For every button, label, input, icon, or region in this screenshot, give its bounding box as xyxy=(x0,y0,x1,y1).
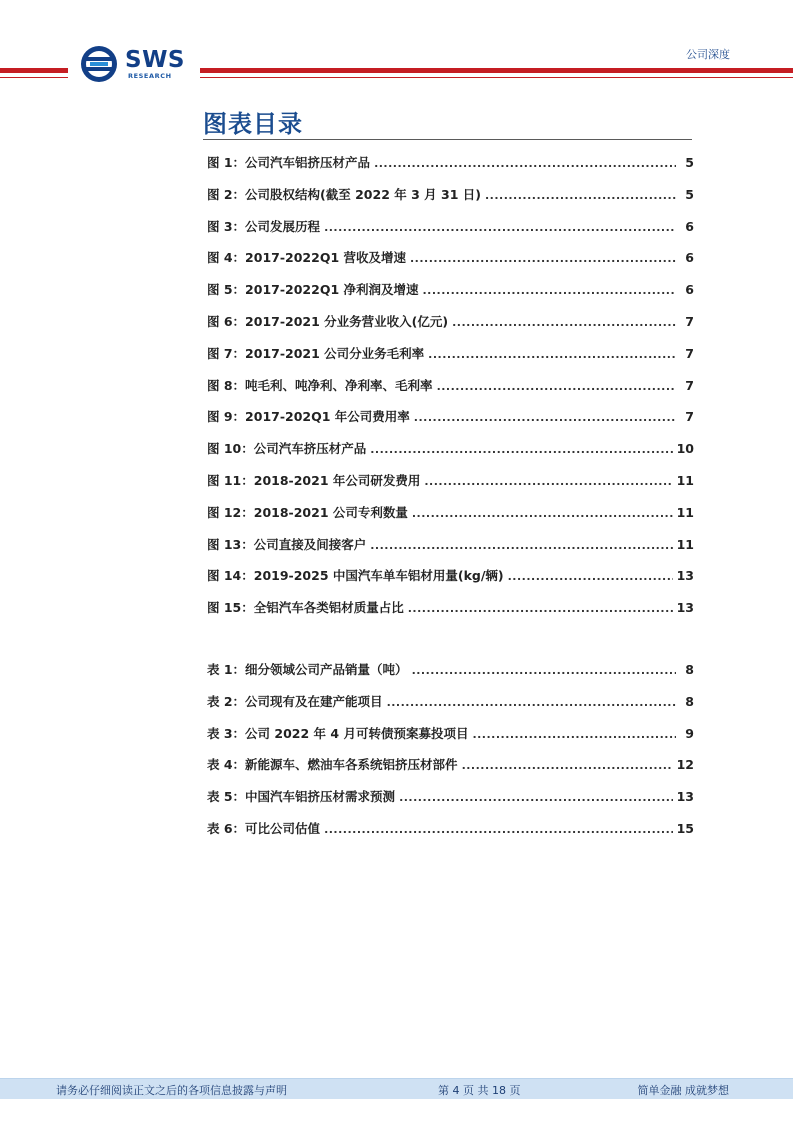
figure-entry-page[interactable]: 7 xyxy=(685,313,694,329)
figure-entry[interactable] xyxy=(207,535,694,567)
logo-text: SWS xyxy=(125,47,185,73)
table-entry[interactable] xyxy=(207,755,694,787)
figure-entry[interactable] xyxy=(207,376,694,408)
figure-entry-label[interactable]: 图 6：2017-2021 分业务营业收入(亿元) xyxy=(207,313,449,329)
footer-slogan: 简单金融 成就梦想 xyxy=(637,1084,729,1097)
leader-dots xyxy=(324,221,676,234)
figure-entry[interactable] xyxy=(207,312,694,344)
header-rule-left xyxy=(0,68,68,73)
table-entry-label[interactable]: 表 2：公司现有及在建产能项目 xyxy=(207,693,383,709)
figure-entry[interactable] xyxy=(207,185,694,217)
header-rule-right xyxy=(200,68,793,73)
figure-entry-label[interactable]: 图 5：2017-2022Q1 净利润及增速 xyxy=(207,282,419,298)
footer-bar xyxy=(0,1078,793,1099)
figure-entry-page[interactable]: 7 xyxy=(685,377,694,393)
page-title: 图表目录 xyxy=(203,110,303,138)
table-entry-page[interactable]: 12 xyxy=(676,757,694,773)
figure-entry-label[interactable]: 图 4：2017-2022Q1 营收及增速 xyxy=(207,250,406,266)
leader-dots xyxy=(324,823,673,836)
figure-entry-page[interactable]: 6 xyxy=(685,282,694,298)
figure-entry-page[interactable]: 11 xyxy=(676,536,694,552)
figure-entry-label[interactable]: 图 15：全铝汽车各类铝材质量占比 xyxy=(207,600,404,616)
figure-entry[interactable] xyxy=(207,217,694,249)
figure-entry-page[interactable]: 11 xyxy=(676,472,694,488)
leader-dots xyxy=(437,380,676,393)
figure-entry-label[interactable]: 图 1：公司汽车铝挤压材产品 xyxy=(207,155,371,170)
leader-dots xyxy=(387,696,676,709)
figure-entry-label[interactable]: 图 2：公司股权结构(截至 2022 年 3 月 31 日) xyxy=(207,186,481,202)
footer-disclaimer: 请务必仔细阅读正文之后的各项信息披露与声明 xyxy=(56,1084,287,1097)
leader-dots xyxy=(452,316,676,329)
table-entry-label[interactable]: 表 1：细分领域公司产品销量（吨） xyxy=(207,662,408,677)
leader-dots xyxy=(414,411,676,424)
table-entry-page[interactable]: 15 xyxy=(676,820,694,836)
leader-dots xyxy=(410,252,676,265)
report-type: 公司深度 xyxy=(686,48,730,61)
figure-entry-page[interactable]: 5 xyxy=(685,186,694,202)
leader-dots xyxy=(370,443,672,456)
figure-entry-page[interactable]: 13 xyxy=(676,568,694,584)
figure-list xyxy=(207,153,694,630)
table-entry-label[interactable]: 表 3：公司 2022 年 4 月可转债预案募投项目 xyxy=(207,725,469,741)
figure-entry[interactable] xyxy=(207,280,694,312)
logo-subtext: RESEARCH xyxy=(128,72,172,80)
figure-entry-label[interactable]: 图 8：吨毛利、吨净利、净利率、毛利率 xyxy=(207,377,433,393)
figure-entry[interactable] xyxy=(207,439,694,471)
figure-entry[interactable] xyxy=(207,471,694,503)
figure-entry[interactable] xyxy=(207,566,694,598)
figure-entry-page[interactable]: 10 xyxy=(676,441,694,457)
leader-dots xyxy=(472,728,676,741)
table-entry[interactable] xyxy=(207,787,694,819)
table-entry-label[interactable]: 表 5：中国汽车铝挤压材需求预测 xyxy=(207,789,396,805)
table-entry-page[interactable]: 8 xyxy=(685,662,694,677)
table-list xyxy=(207,660,694,851)
figure-entry-label[interactable]: 图 13：公司直接及间接客户 xyxy=(207,536,367,552)
figure-entry-label[interactable]: 图 11：2018-2021 年公司研发费用 xyxy=(207,472,421,488)
leader-dots xyxy=(408,602,673,615)
table-entry-page[interactable]: 9 xyxy=(685,725,694,741)
table-entry[interactable] xyxy=(207,692,694,724)
table-entry-label[interactable]: 表 4：新能源车、燃油车各系统铝挤压材部件 xyxy=(207,757,458,773)
figure-entry[interactable] xyxy=(207,503,694,535)
table-entry-label[interactable]: 表 6：可比公司估值 xyxy=(207,820,321,836)
header-thin-rule-left xyxy=(0,77,68,78)
figure-entry-page[interactable]: 7 xyxy=(685,345,694,361)
figure-entry-page[interactable]: 13 xyxy=(676,600,694,616)
table-entry-page[interactable]: 8 xyxy=(685,693,694,709)
figure-entry-label[interactable]: 图 3：公司发展历程 xyxy=(207,218,321,234)
figure-entry[interactable] xyxy=(207,248,694,280)
leader-dots xyxy=(423,284,677,297)
figure-entry[interactable] xyxy=(207,598,694,630)
figure-entry-label[interactable]: 图 7：2017-2021 公司分业务毛利率 xyxy=(207,345,425,361)
figure-entry-page[interactable]: 6 xyxy=(685,250,694,266)
leader-dots xyxy=(508,570,673,583)
leader-dots xyxy=(462,759,673,772)
figure-entry-page[interactable]: 7 xyxy=(685,409,694,425)
figure-entry-label[interactable]: 图 12：2018-2021 公司专利数量 xyxy=(207,504,408,520)
leader-dots xyxy=(399,791,673,804)
table-entry-page[interactable]: 13 xyxy=(676,789,694,805)
header-thin-rule-right xyxy=(200,77,793,78)
leader-dots xyxy=(412,507,673,520)
table-entry[interactable] xyxy=(207,724,694,756)
leader-dots xyxy=(374,157,676,170)
figure-entry-page[interactable]: 5 xyxy=(685,155,694,170)
leader-dots xyxy=(485,189,676,202)
table-entry[interactable] xyxy=(207,660,694,692)
figure-entry-page[interactable]: 11 xyxy=(676,504,694,520)
figure-entry[interactable] xyxy=(207,344,694,376)
leader-dots xyxy=(370,539,672,552)
figure-entry-label[interactable]: 图 10：公司汽车挤压材产品 xyxy=(207,441,367,457)
leader-dots xyxy=(428,348,676,361)
footer-page-number: 第 4 页 共 18 页 xyxy=(438,1084,521,1097)
leader-dots xyxy=(424,475,672,488)
table-entry[interactable] xyxy=(207,819,694,851)
title-divider xyxy=(203,139,692,140)
figure-entry-label[interactable]: 图 9：2017-202Q1 年公司费用率 xyxy=(207,409,410,425)
figure-entry[interactable] xyxy=(207,407,694,439)
figure-entry[interactable] xyxy=(207,153,694,185)
figure-entry-label[interactable]: 图 14：2019-2025 中国汽车单车铝材用量(kg/辆) xyxy=(207,568,504,584)
leader-dots xyxy=(412,664,676,677)
figure-entry-page[interactable]: 6 xyxy=(685,218,694,234)
